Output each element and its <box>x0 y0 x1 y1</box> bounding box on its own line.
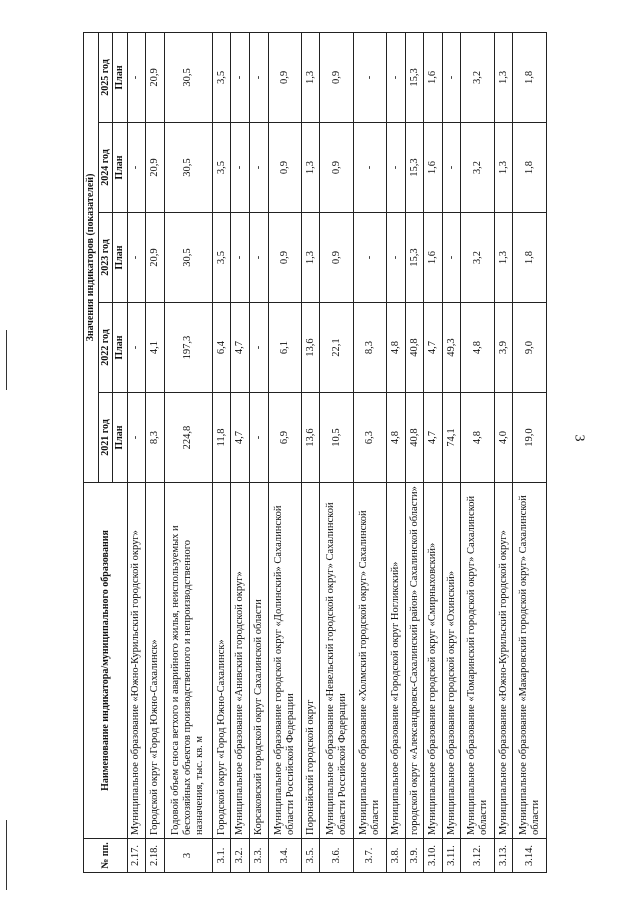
plan-value: 4,7 <box>231 392 250 482</box>
plan-value: 10,5 <box>320 392 353 482</box>
plan-value: - <box>249 302 268 392</box>
plan-value: 6,3 <box>353 392 386 482</box>
table-row <box>231 32 250 872</box>
row-number: 3.8. <box>387 838 406 872</box>
plan-value: 3,2 <box>461 212 494 302</box>
indicator-name: Муниципальное образование «Макаровский городской округ» Сахалинской области <box>513 482 547 838</box>
table-row <box>127 32 146 872</box>
plan-value: 0,9 <box>268 122 301 212</box>
plan-value: 9,0 <box>513 302 547 392</box>
plan-value: 1,3 <box>494 212 513 302</box>
plan-value: - <box>127 392 146 482</box>
plan-value: - <box>442 122 461 212</box>
row-number: 3.1. <box>212 838 231 872</box>
rotated-table-wrapper <box>83 33 547 873</box>
indicator-name: Муниципальное образование городской округ «Охинский» <box>442 482 461 838</box>
plan-value: 4,8 <box>387 392 406 482</box>
plan-value: - <box>231 122 250 212</box>
indicator-name: Муниципальное образование городской округ «Смирныховский» <box>424 482 443 838</box>
indicator-name: Муниципальное образование «Южно-Курильский городской округ» <box>494 482 513 838</box>
plan-value: 8,3 <box>353 302 386 392</box>
plan-value: 11,8 <box>212 392 231 482</box>
indicator-name: Муниципальное образование «Невельский городской округ» Сахалинской области Российской Федерации <box>320 482 353 838</box>
plan-value: 15,3 <box>405 122 424 212</box>
plan-value: 4,0 <box>494 392 513 482</box>
table-row <box>268 32 301 872</box>
table-row <box>424 32 443 872</box>
header-num: № пп. <box>84 838 128 872</box>
plan-value: 1,8 <box>513 122 547 212</box>
table-row <box>320 32 353 872</box>
plan-value: 13,6 <box>301 302 320 392</box>
row-number: 3.4. <box>268 838 301 872</box>
plan-value: 6,4 <box>212 302 231 392</box>
plan-value: 13,6 <box>301 392 320 482</box>
row-number: 3.14. <box>513 838 547 872</box>
row-number: 3.2. <box>231 838 250 872</box>
plan-value: 3,5 <box>212 32 231 122</box>
table-row <box>249 32 268 872</box>
header-plan: План <box>113 32 128 122</box>
scan-edge-mark <box>6 330 7 390</box>
plan-value: - <box>127 302 146 392</box>
plan-value: - <box>249 122 268 212</box>
table-row <box>461 32 494 872</box>
plan-value: 0,9 <box>320 32 353 122</box>
plan-value: 3,9 <box>494 302 513 392</box>
plan-value: - <box>127 212 146 302</box>
indicator-name: Корсаковский городской округ Сахалинской области <box>249 482 268 838</box>
row-number: 3.13. <box>494 838 513 872</box>
plan-value: 15,3 <box>405 212 424 302</box>
row-number: 3.3. <box>249 838 268 872</box>
plan-value: 197,3 <box>164 302 212 392</box>
plan-value: 1,3 <box>494 122 513 212</box>
plan-value: - <box>387 212 406 302</box>
row-number: 2.17. <box>127 838 146 872</box>
plan-value: 30,5 <box>164 122 212 212</box>
indicator-table <box>83 31 547 872</box>
plan-value: 15,3 <box>405 32 424 122</box>
indicator-name: Муниципальное образование «Южно-Курильский городской округ» <box>127 482 146 838</box>
plan-value: 1,3 <box>301 212 320 302</box>
plan-value: 20,9 <box>146 32 165 122</box>
plan-value: 74,1 <box>442 392 461 482</box>
plan-value: 4,8 <box>461 302 494 392</box>
page-number: 3 <box>571 434 587 442</box>
plan-value: - <box>442 212 461 302</box>
indicator-name: городской округ «Александровск-Сахалинский район» Сахалинской области» <box>405 482 424 838</box>
row-number: 2.18. <box>146 838 165 872</box>
header-plan: План <box>113 392 128 482</box>
header-values-group: Значения индикаторов (показателей) <box>84 32 99 482</box>
indicator-name: Муниципальное образование «Городской округ Ногликский» <box>387 482 406 838</box>
plan-value: 1,3 <box>301 122 320 212</box>
header-year: 2023 год <box>98 212 113 302</box>
scan-edge-mark <box>6 820 7 890</box>
plan-value: 1,6 <box>424 212 443 302</box>
table-row <box>405 32 424 872</box>
plan-value: - <box>353 212 386 302</box>
plan-value: - <box>231 32 250 122</box>
indicator-name: Поронайский городской округ <box>301 482 320 838</box>
plan-value: 22,1 <box>320 302 353 392</box>
plan-value: 6,9 <box>268 392 301 482</box>
header-plan: План <box>113 122 128 212</box>
table-row <box>146 32 165 872</box>
plan-value: 6,1 <box>268 302 301 392</box>
row-number: 3.12. <box>461 838 494 872</box>
table-row <box>387 32 406 872</box>
row-number: 3.7. <box>353 838 386 872</box>
row-number: 3.10. <box>424 838 443 872</box>
table-row <box>353 32 386 872</box>
header-year: 2024 год <box>98 122 113 212</box>
plan-value: 3,5 <box>212 212 231 302</box>
plan-value: - <box>387 122 406 212</box>
plan-value: 19,0 <box>513 392 547 482</box>
header-plan: План <box>113 302 128 392</box>
plan-value: 40,8 <box>405 302 424 392</box>
plan-value: - <box>442 32 461 122</box>
plan-value: 224,8 <box>164 392 212 482</box>
table-row <box>442 32 461 872</box>
plan-value: 1,8 <box>513 32 547 122</box>
plan-value: 1,6 <box>424 32 443 122</box>
indicator-name: Муниципальное образование городской округ «Долинский» Сахалинской области Российской Федерации <box>268 482 301 838</box>
header-year: 2022 год <box>98 302 113 392</box>
table-row <box>212 32 231 872</box>
table-row <box>494 32 513 872</box>
indicator-name: Муниципальное образование «Томаринский городской округ» Сахалинской области <box>461 482 494 838</box>
plan-value: 3,2 <box>461 122 494 212</box>
indicator-name: Муниципальное образование «Холмский городской округ» Сахалинской области <box>353 482 386 838</box>
plan-value: 40,8 <box>405 392 424 482</box>
plan-value: 4,7 <box>231 302 250 392</box>
plan-value: 0,9 <box>268 32 301 122</box>
row-number: 3 <box>164 838 212 872</box>
indicator-name: Годовой объем сноса ветхого и аварийного жилья, неиспользуемых и бесхозяйных объектов производственного и непроизводственного назначения, тыс. кв. м <box>164 482 212 838</box>
plan-value: - <box>249 32 268 122</box>
plan-value: 1,8 <box>513 212 547 302</box>
row-number: 3.5. <box>301 838 320 872</box>
plan-value: 30,5 <box>164 32 212 122</box>
row-number: 3.11. <box>442 838 461 872</box>
plan-value: - <box>127 122 146 212</box>
plan-value: - <box>387 32 406 122</box>
plan-value: 4,7 <box>424 392 443 482</box>
header-year: 2025 год <box>98 32 113 122</box>
plan-value: 3,5 <box>212 122 231 212</box>
plan-value: 0,9 <box>320 122 353 212</box>
table-row <box>301 32 320 872</box>
plan-value: 8,3 <box>146 392 165 482</box>
plan-value: 1,6 <box>424 122 443 212</box>
plan-value: 30,5 <box>164 212 212 302</box>
row-number: 3.6. <box>320 838 353 872</box>
plan-value: - <box>231 212 250 302</box>
header-name: Наименование индикатора/муниципального образования <box>84 482 128 838</box>
table-row <box>513 32 547 872</box>
plan-value: 0,9 <box>268 212 301 302</box>
plan-value: - <box>127 32 146 122</box>
indicator-name: Городской округ «Город Южно-Сахалинск» <box>212 482 231 838</box>
header-plan: План <box>113 212 128 302</box>
plan-value: 4,1 <box>146 302 165 392</box>
indicator-name: Муниципальное образование «Анивский городской округ» <box>231 482 250 838</box>
plan-value: 1,3 <box>494 32 513 122</box>
plan-value: 0,9 <box>320 212 353 302</box>
plan-value: 3,2 <box>461 32 494 122</box>
row-number: 3.9. <box>405 838 424 872</box>
plan-value: - <box>353 122 386 212</box>
plan-value: 1,3 <box>301 32 320 122</box>
plan-value: 4,8 <box>461 392 494 482</box>
plan-value: - <box>353 32 386 122</box>
plan-value: 20,9 <box>146 212 165 302</box>
header-year: 2021 год <box>98 392 113 482</box>
plan-value: 20,9 <box>146 122 165 212</box>
plan-value: 4,7 <box>424 302 443 392</box>
plan-value: 49,3 <box>442 302 461 392</box>
indicator-name: Городской округ «Город Южно-Сахалинск» <box>146 482 165 838</box>
plan-value: - <box>249 212 268 302</box>
table-row <box>164 32 212 872</box>
plan-value: 4,8 <box>387 302 406 392</box>
plan-value: - <box>249 392 268 482</box>
